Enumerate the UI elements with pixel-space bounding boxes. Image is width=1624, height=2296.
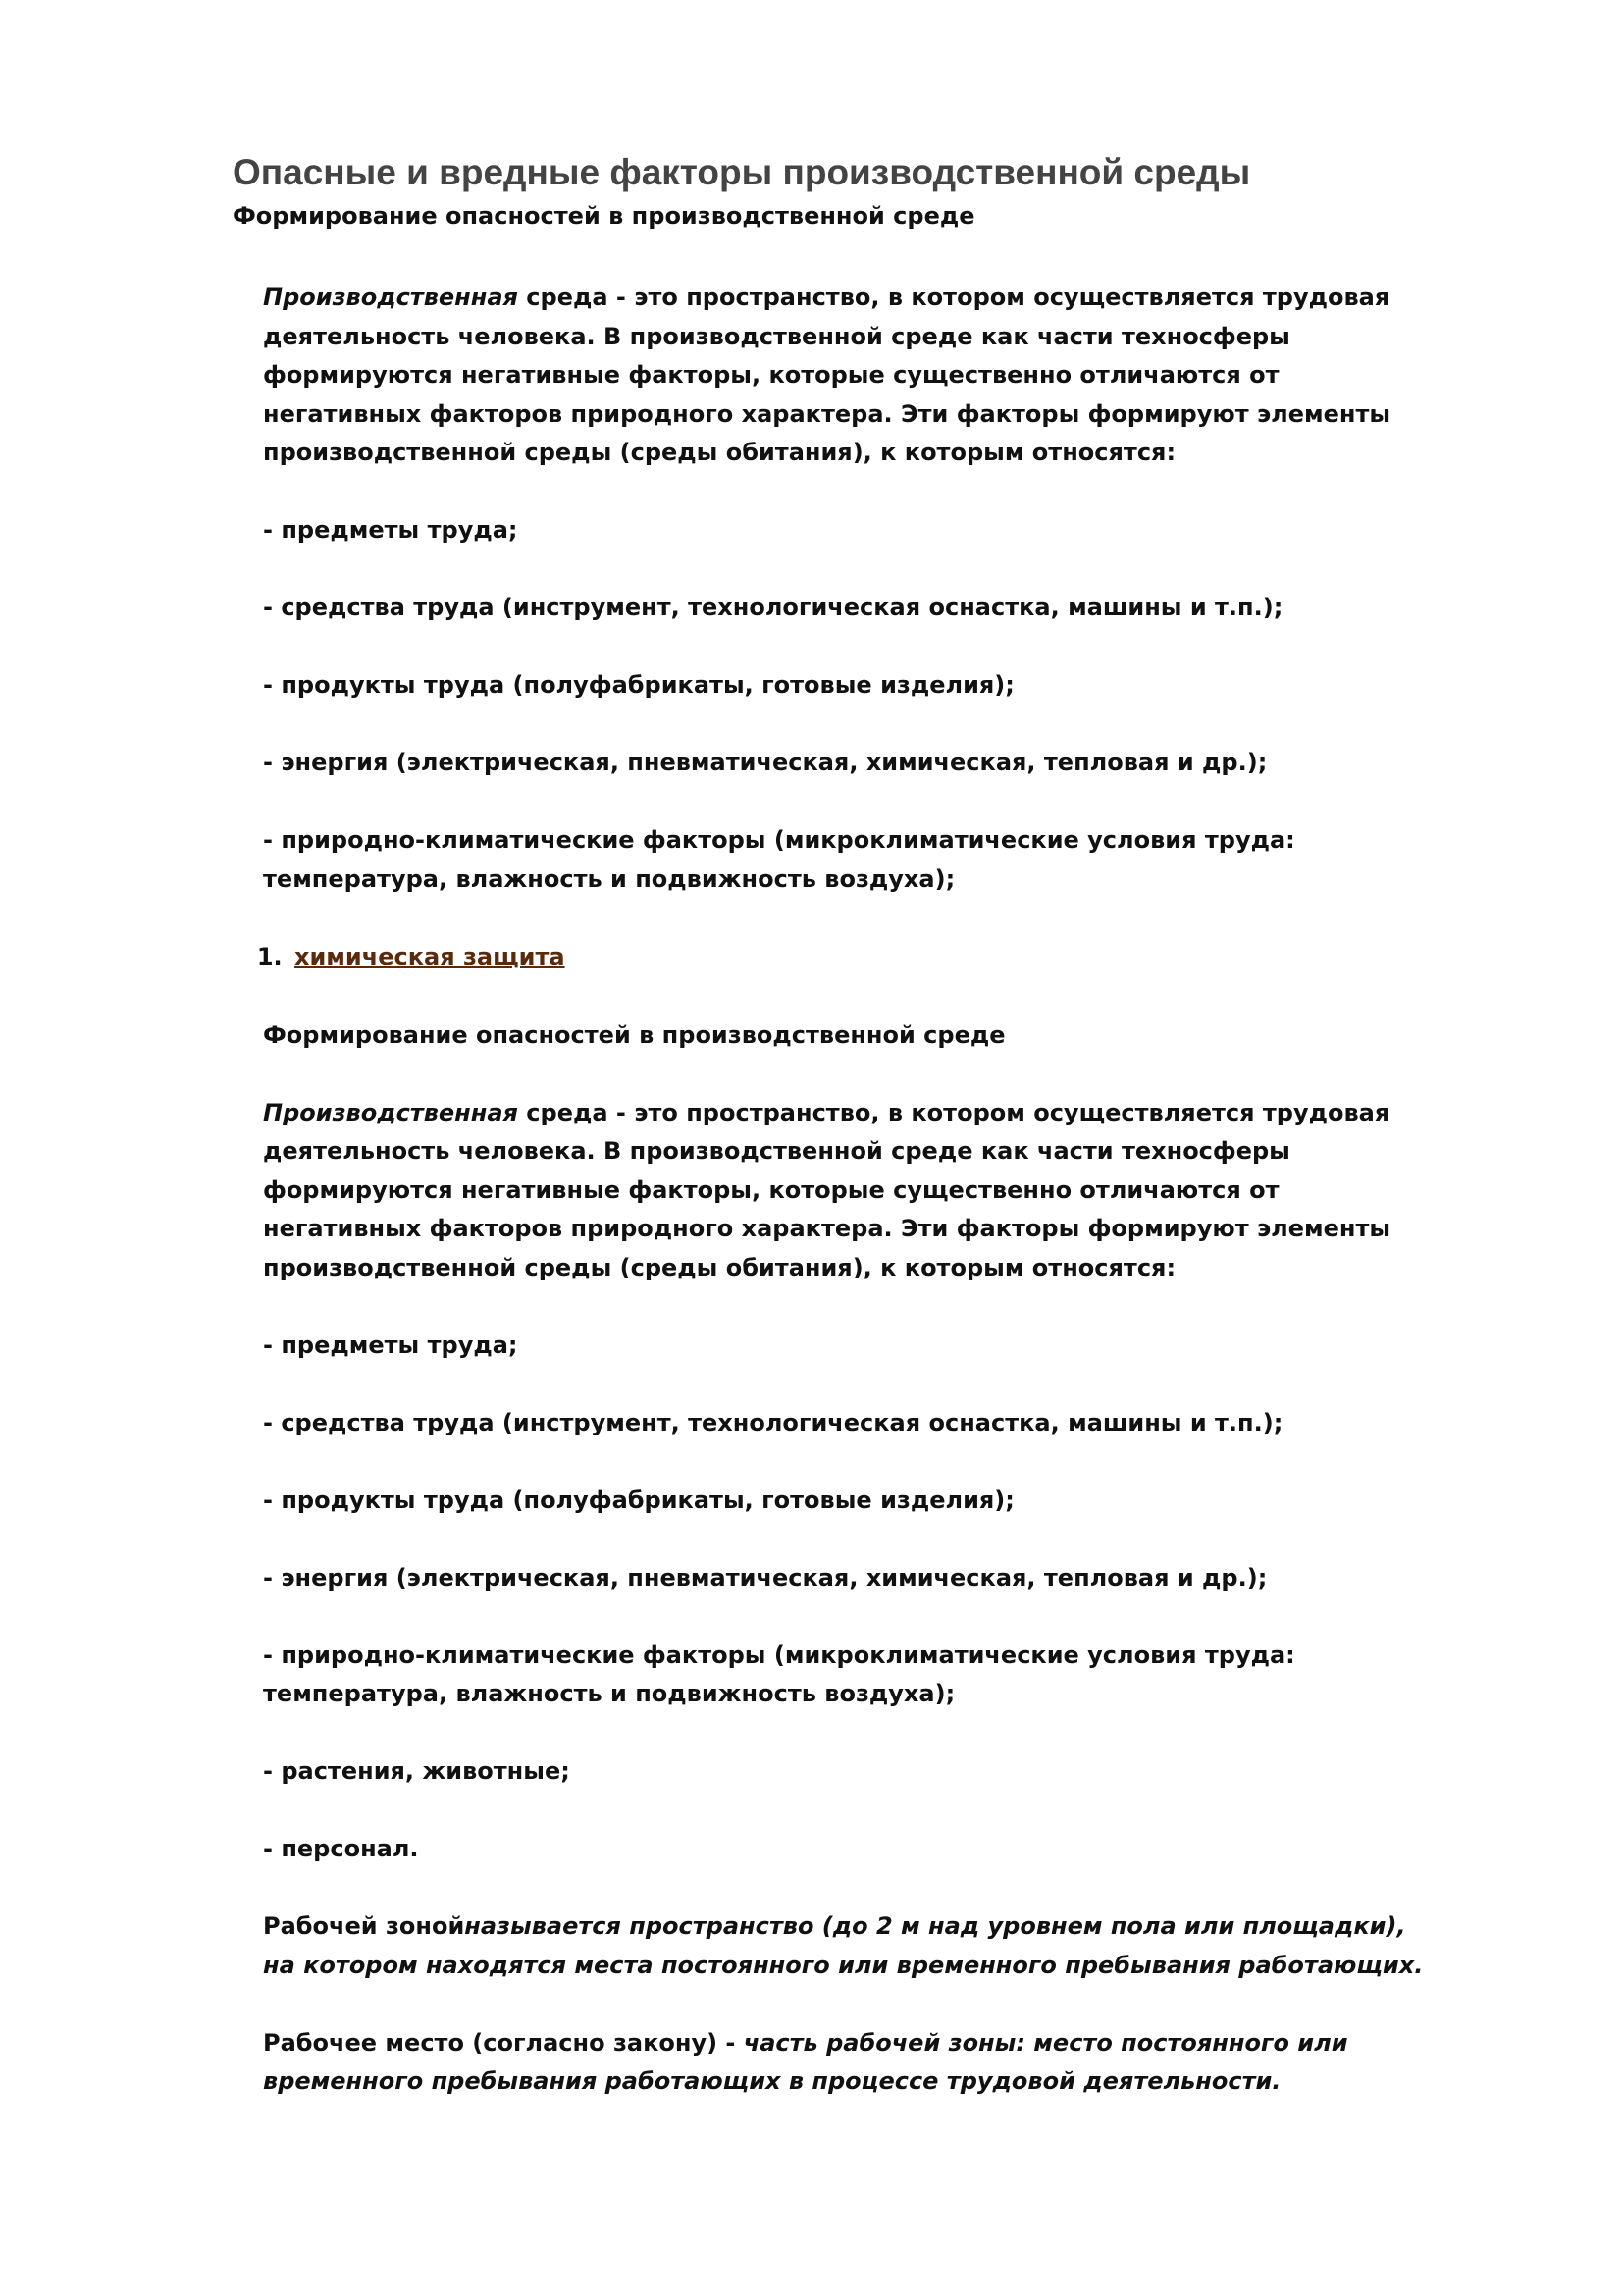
intro-line: формируются негативные факторы, которые существенно отличаются от bbox=[263, 361, 1280, 389]
work-place-text: временного пребывания работающих в процессе трудовой деятельности. bbox=[263, 2067, 1282, 2095]
climate-line: температура, влажность и подвижность воздуха); bbox=[263, 864, 956, 893]
link-list-item bbox=[290, 938, 1519, 977]
intro-line: формируются негативные факторы, которые существенно отличаются от bbox=[263, 1175, 1280, 1204]
intro-italic-term: Производственная bbox=[263, 1098, 518, 1126]
intro-italic-term: Производственная bbox=[263, 284, 518, 311]
work-zone-term: Рабочей зоной bbox=[263, 1912, 465, 1940]
climate-line: - природно-климатические факторы (микроклиматические условия труда: bbox=[263, 1641, 1295, 1669]
list-item-climate bbox=[263, 1637, 1519, 1714]
list-item: - растения, животные; bbox=[263, 1757, 570, 1785]
section-heading: Формирование опасностей в производственной среде bbox=[263, 1020, 1006, 1049]
work-place-definition bbox=[263, 2024, 1519, 2102]
list-item: - предметы труда; bbox=[263, 1331, 518, 1359]
work-zone-text: на котором находятся места постоянного или временного пребывания работающих. bbox=[263, 1951, 1424, 1979]
list-item-climate bbox=[263, 821, 1519, 899]
intro-line: среда - это пространство, в котором осуществляется трудовая bbox=[517, 284, 1390, 311]
document-body bbox=[263, 279, 1519, 2102]
intro-paragraph-2 bbox=[263, 1094, 1519, 1288]
intro-line: среда - это пространство, в котором осуществляется трудовая bbox=[517, 1098, 1390, 1126]
intro-line: производственной среды (среды обитания), к которым относятся: bbox=[263, 1253, 1177, 1281]
list-item: - продукты труда (полуфабрикаты, готовые изделия); bbox=[263, 671, 1015, 699]
link-list bbox=[263, 938, 1519, 977]
work-zone-definition bbox=[263, 1907, 1519, 1985]
intro-line: деятельность человека. В производственной среде как части техносферы bbox=[263, 322, 1290, 350]
list-item: - энергия (электрическая, пневматическая, химическая, тепловая и др.); bbox=[263, 1563, 1268, 1592]
intro-line: негативных факторов природного характера. Эти факторы формируют элементы bbox=[263, 399, 1391, 428]
list-item: - персонал. bbox=[263, 1835, 419, 1862]
list-item: - средства труда (инструмент, технологическая оснастка, машины и т.п.); bbox=[263, 594, 1283, 621]
list-item: - средства труда (инструмент, технологическая оснастка, машины и т.п.); bbox=[263, 1408, 1283, 1436]
intro-line: негативных факторов природного характера. Эти факторы формируют элементы bbox=[263, 1215, 1391, 1242]
page-title: Опасные и вредные факторы производственной среды bbox=[233, 152, 1251, 192]
intro-line: деятельность человека. В производственной среде как части техносферы bbox=[263, 1137, 1290, 1165]
intro-paragraph-1 bbox=[263, 279, 1519, 473]
climate-line: - природно-климатические факторы (микроклиматические условия труда: bbox=[263, 826, 1295, 854]
work-place-text: часть рабочей зоны: место постоянного или bbox=[743, 2028, 1348, 2057]
climate-line: температура, влажность и подвижность воздуха); bbox=[263, 1680, 956, 1707]
work-place-term: Рабочее место (согласно закону) - bbox=[263, 2028, 744, 2057]
list-item: - продукты труда (полуфабрикаты, готовые изделия); bbox=[263, 1486, 1015, 1514]
list-item: - предметы труда; bbox=[263, 516, 518, 544]
work-zone-text: называется пространство (до 2 м над уровнем пола или площадки), bbox=[464, 1912, 1406, 1940]
list-item: - энергия (электрическая, пневматическая, химическая, тепловая и др.); bbox=[263, 749, 1268, 776]
chemical-protection-link[interactable]: химическая защита bbox=[294, 943, 565, 970]
page-subtitle: Формирование опасностей в производственной среде bbox=[233, 202, 975, 230]
intro-line: производственной среды (среды обитания), к которым относятся: bbox=[263, 439, 1177, 466]
